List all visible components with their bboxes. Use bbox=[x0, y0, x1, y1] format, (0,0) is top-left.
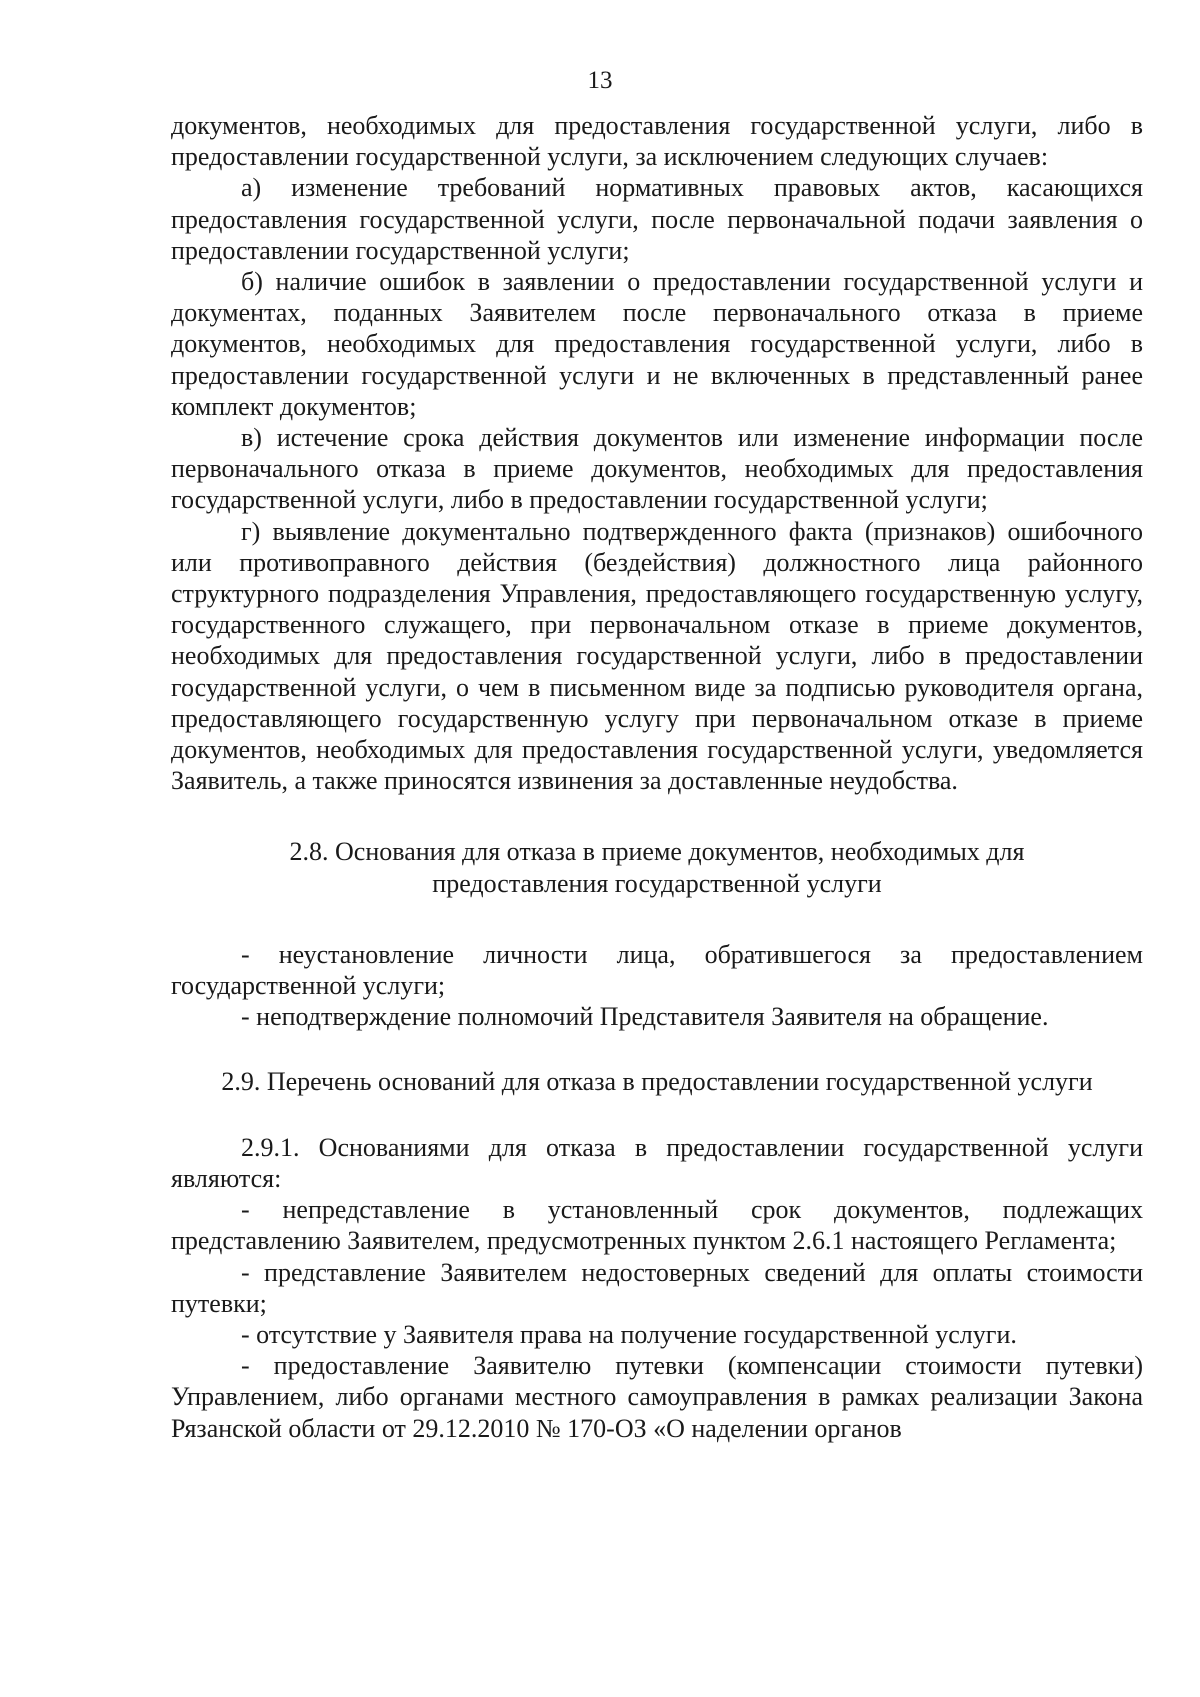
section-2-9-item-1: - непредставление в установленный срок документов, подлежащих представлению Заявителем, предусмотренных пунктом 2.6.1 настоящего Регламента; bbox=[171, 1195, 1143, 1256]
section-2-8-heading-line1: 2.8. Основания для отказа в приеме документов, необходимых для bbox=[289, 837, 1025, 867]
section-2-8-heading-line2: предоставления государственной услуги bbox=[432, 868, 882, 898]
page-number: 13 bbox=[587, 67, 613, 94]
spacer bbox=[171, 796, 1143, 836]
section-2-9-item-2: - представление Заявителем недостоверных сведений для оплаты стоимости путевки; bbox=[171, 1257, 1143, 1318]
paragraph-item-g: г) выявление документально подтвержденного факта (признаков) ошибочного или противоправного действия (бездействия) должностного лица районного структурного подразделения Управления, предоставляющего государственную услугу, государственного служащего, при первоначальном отказе в приеме документов, необходимых для предоставления государственной услуги, либо в предоставлении государственной услуги, о чем в письменном виде за подписью руководителя органа, предоставляющего государственную услугу при первоначальном отказе в приеме документов, необходимых для предоставления государственной услуги, уведомляется Заявитель, а также приносятся извинения за доставленные неудобства. bbox=[171, 516, 1143, 796]
page-body bbox=[171, 110, 1143, 1444]
paragraph-continuation: документов, необходимых для предоставления государственной услуги, либо в предоставлении государственной услуги, за исключением следующих случаев: bbox=[171, 111, 1143, 172]
spacer bbox=[171, 899, 1143, 939]
section-2-9-item-3: - отсутствие у Заявителя права на получение государственной услуги. bbox=[241, 1319, 1017, 1349]
section-2-9-heading: 2.9. Перечень оснований для отказа в предоставлении государственной услуги bbox=[221, 1067, 1093, 1097]
paragraph-item-b: б) наличие ошибок в заявлении о предоставлении государственной услуги и документах, поданных Заявителем после первоначального отказа в приеме документов, необходимых для предоставления государственной услуги, либо в предоставлении государственной услуги и не включенных в представленный ранее комплект документов; bbox=[171, 267, 1143, 421]
section-2-8-item-1: - неустановление личности лица, обратившегося за предоставлением государственной услуги; bbox=[171, 939, 1143, 1001]
spacer bbox=[171, 1032, 1143, 1066]
section-2-9-1-paragraph: 2.9.1. Основаниями для отказа в предоставлении государственной услуги являются: bbox=[171, 1132, 1143, 1193]
paragraph-item-a: а) изменение требований нормативных правовых актов, касающихся предоставления государственной услуги, после первоначальной подачи заявления о предоставлении государственной услуги; bbox=[171, 173, 1143, 265]
section-2-9-item-4: - предоставление Заявителю путевки (компенсации стоимости путевки) Управлением, либо органами местного самоуправления в рамках реализации Закона Рязанской области от 29.12.2010 № 170-ОЗ «О наделении органов bbox=[171, 1351, 1143, 1443]
spacer bbox=[171, 1098, 1143, 1132]
paragraph-item-v: в) истечение срока действия документов или изменение информации после первоначального отказа в приеме документов, необходимых для предоставления государственной услуги, либо в предоставлении государственной услуги; bbox=[171, 423, 1143, 515]
section-2-8-item-2: - неподтверждение полномочий Представителя Заявителя на обращение. bbox=[241, 1002, 1049, 1032]
